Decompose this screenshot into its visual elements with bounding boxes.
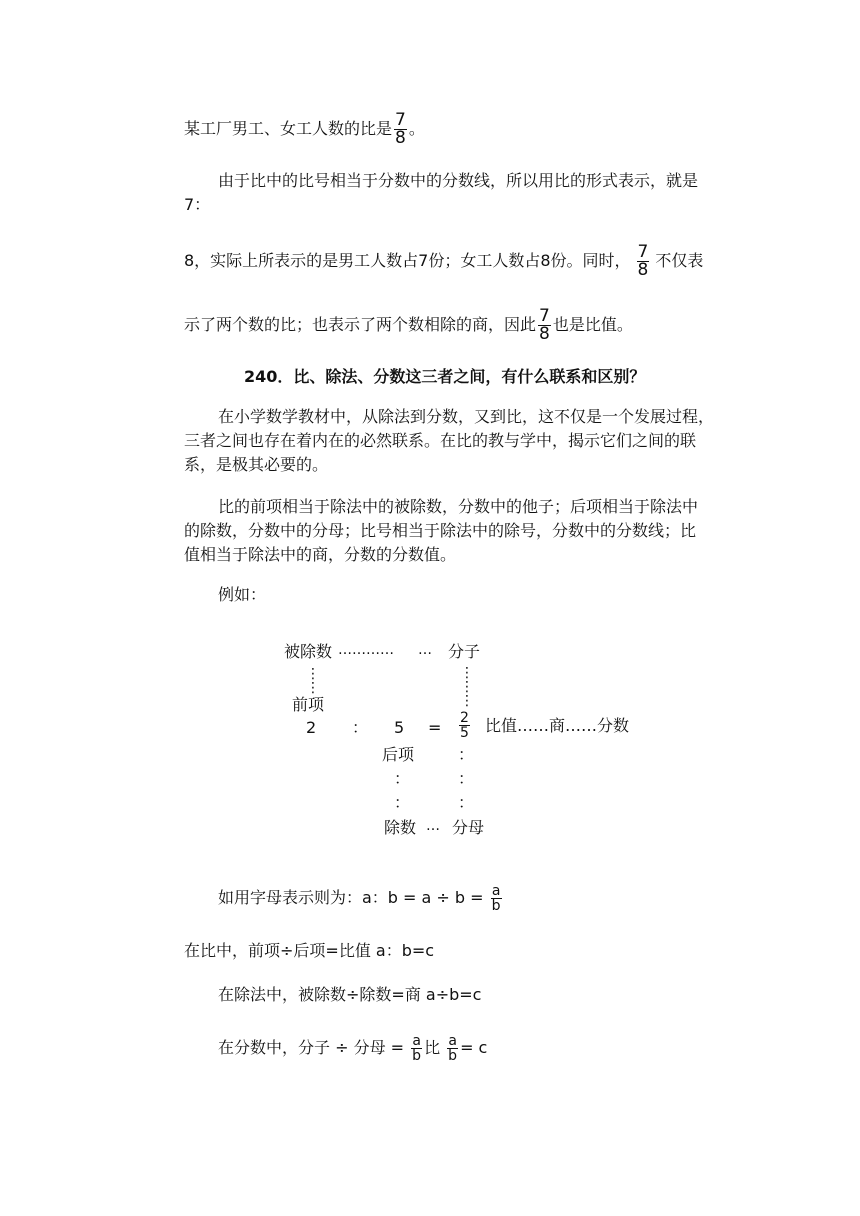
- paragraph-line: 比的前项相当于除法中的被除数，分数中的他子；后项相当于除法中: [218, 497, 699, 516]
- example-label: 例如：: [218, 585, 267, 604]
- fraction-denominator: b: [491, 898, 501, 914]
- vertical-dots: ⋮ ⋮ ⋮: [460, 665, 474, 709]
- vertical-dots: ⋮ ⋮: [306, 666, 320, 696]
- dotted-leader: …: [418, 642, 432, 658]
- paragraph-line: 由于比中的比号相当于分数中的分数线，所以用比的形式表示，就是: [218, 171, 699, 190]
- consequent-label: 后项: [382, 745, 415, 764]
- paragraph-line: 系，是极其必要的。: [184, 455, 329, 474]
- fraction-numerator: 7: [539, 306, 550, 326]
- fraction-denominator: 8: [539, 324, 550, 344]
- fraction-denominator: b: [448, 1048, 458, 1064]
- expression-text: 在分数中，分子 ÷ 分母 =: [218, 1038, 410, 1057]
- ratio-statement: [184, 112, 425, 147]
- letter-expression: [218, 884, 504, 913]
- fraction-denominator: 8: [637, 260, 649, 280]
- dotted-leader: …………: [338, 642, 394, 658]
- paragraph-text: 也是比值。: [552, 315, 633, 334]
- fraction-numerator: a: [491, 883, 501, 899]
- ratio-colon: ：: [352, 718, 369, 737]
- fraction-a-b: [447, 1034, 458, 1063]
- expression-text: = c: [460, 1038, 488, 1057]
- division-formula: 在除法中，被除数÷除数=商 a÷b=c: [218, 985, 482, 1004]
- paragraph-line: 的除数，分数中的分母；比号相当于除法中的除号，分数中的分数线；比: [184, 521, 697, 540]
- dotted-leader: …: [426, 818, 440, 834]
- paragraph-text: 8，实际上所表示的是男工人数占7份；女工人数占8份。同时，: [184, 251, 631, 270]
- fraction-denominator: 8: [395, 128, 406, 148]
- vertical-colon: ：: [394, 769, 411, 788]
- paragraph-line: 三者之间也存在着内在的必然联系。在比的教与学中，揭示它们之间的联: [184, 431, 697, 450]
- fraction-a-b: [411, 1034, 422, 1063]
- fraction-7-8: [394, 112, 407, 147]
- fraction-7-8: [538, 308, 551, 343]
- expression-text: 比: [424, 1038, 441, 1057]
- fraction-7-8: [637, 244, 650, 279]
- fraction-2-5: [457, 711, 472, 740]
- section-heading: 240．比、除法、分数这三者之间，有什么联系和区别？: [244, 367, 646, 386]
- equals-sign: =: [428, 718, 442, 737]
- ratio-formula: 在比中，前项÷后项=比值 a：b=c: [184, 941, 435, 960]
- antecedent-label: 前项: [292, 695, 325, 714]
- period: 。: [408, 119, 425, 138]
- fraction-numerator: 7: [637, 242, 649, 262]
- fraction-numerator: a: [412, 1033, 421, 1049]
- ratio-value-label: 比值……商……分数: [485, 716, 630, 735]
- fraction-denominator: b: [412, 1048, 422, 1064]
- fraction-formula: [218, 1034, 487, 1063]
- paragraph-text: 示了两个数的比；也表示了两个数相除的商，因此: [184, 315, 537, 334]
- antecedent-value: 2: [306, 718, 317, 737]
- consequent-value: 5: [394, 718, 405, 737]
- vertical-colon: ：: [458, 769, 475, 788]
- numerator-label: 分子: [448, 642, 481, 661]
- vertical-colon: ：: [458, 793, 475, 812]
- fraction-numerator: 7: [395, 110, 406, 130]
- paragraph-line-with-fraction: [184, 308, 633, 343]
- divisor-label: 除数: [384, 818, 417, 837]
- fraction-numerator: a: [448, 1033, 457, 1049]
- fraction-numerator: 2: [460, 710, 469, 726]
- expression-text: 如用字母表示则为：a：b = a ÷ b =: [218, 888, 489, 907]
- paragraph-line-with-fraction: [184, 244, 703, 279]
- vertical-colon: ：: [458, 745, 475, 764]
- paragraph-line: 在小学数学教材中，从除法到分数，又到比，这不仅是一个发展过程，: [218, 407, 715, 426]
- paragraph-text: 不仅表: [655, 251, 704, 270]
- vertical-colon: ：: [394, 793, 411, 812]
- fraction-denominator: 5: [460, 725, 469, 741]
- ratio-statement-text: 某工厂男工、女工人数的比是: [184, 119, 393, 138]
- dividend-label: 被除数: [284, 642, 333, 661]
- paragraph-line: 值相当于除法中的商，分数的分数值。: [184, 545, 457, 564]
- fraction-a-b: [491, 884, 502, 913]
- denominator-label: 分母: [452, 818, 485, 837]
- paragraph-line: 7：: [184, 195, 211, 214]
